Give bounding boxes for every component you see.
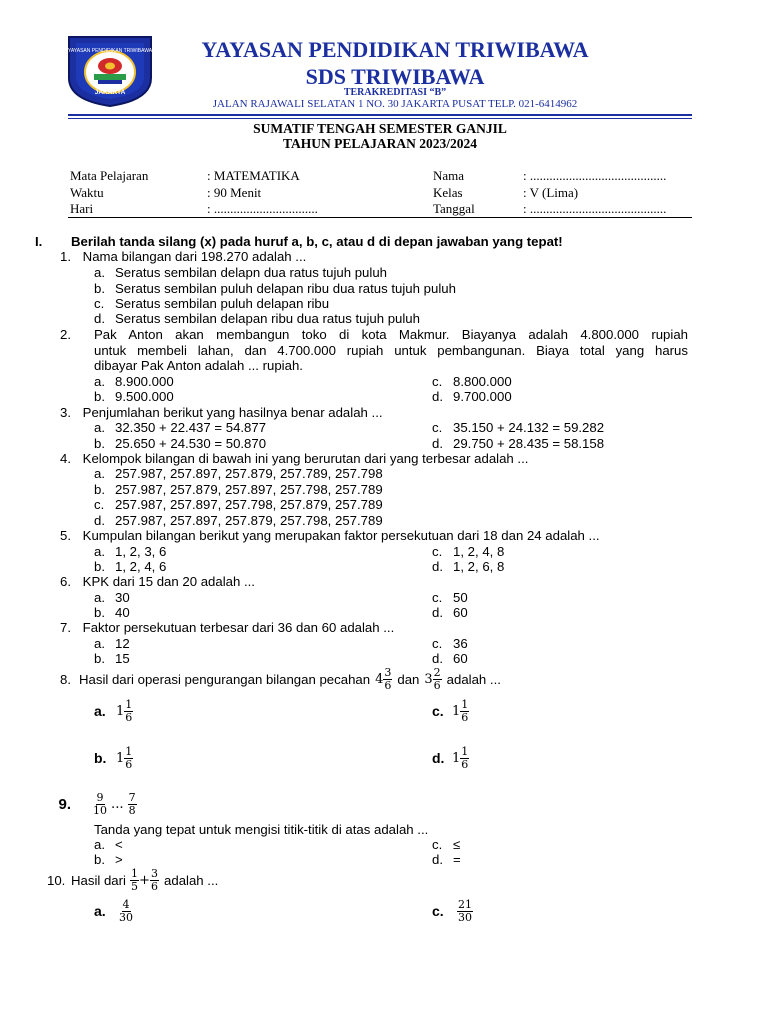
- option-letter: c.: [432, 544, 443, 559]
- option-text: 8.900.000: [115, 374, 174, 389]
- option-2d[interactable]: [432, 389, 512, 405]
- option-letter: b.: [94, 749, 107, 766]
- option-letter: a.: [94, 702, 106, 719]
- option-letter: d.: [94, 311, 105, 326]
- option-letter: c.: [432, 590, 443, 605]
- question-number: 6.: [60, 574, 71, 589]
- option-6d[interactable]: [432, 605, 468, 621]
- option-letter: d.: [432, 605, 443, 620]
- option-7c[interactable]: [432, 636, 468, 652]
- option-letter: c.: [432, 420, 443, 435]
- info-rule: [68, 217, 692, 218]
- option-9c[interactable]: [432, 837, 460, 853]
- option-6c[interactable]: [432, 590, 468, 606]
- option-8b[interactable]: [94, 746, 133, 771]
- option-letter: c.: [432, 837, 443, 852]
- fraction-denominator: 6: [433, 679, 441, 692]
- day-field[interactable]: : ................................: [207, 201, 318, 216]
- fraction-numerator: 1: [461, 698, 469, 711]
- option-8a[interactable]: [94, 699, 133, 724]
- option-text: 257.987, 257.897, 257.879, 257.798, 257.789: [115, 513, 383, 528]
- option-1c[interactable]: [94, 296, 329, 312]
- question-number: 4.: [60, 451, 71, 466]
- option-8d[interactable]: [432, 746, 469, 771]
- subject-label: Mata Pelajaran: [70, 168, 149, 183]
- option-text: 257.987, 257.897, 257.879, 257.789, 257.798: [115, 466, 383, 481]
- option-letter: b.: [94, 605, 105, 620]
- option-4b[interactable]: [94, 482, 383, 498]
- option-text: 25.650 + 24.530 = 50.870: [115, 436, 267, 451]
- question-number: 3.: [60, 405, 71, 420]
- fraction-numerator: 3: [151, 867, 159, 880]
- header-rule: [68, 114, 692, 116]
- option-text: <: [115, 837, 123, 852]
- fraction-numerator: 7: [128, 791, 136, 804]
- mixed-fraction-1: [375, 667, 392, 692]
- fraction-numerator: 2: [433, 666, 441, 679]
- fraction-denominator: 6: [461, 758, 469, 771]
- option-5d[interactable]: [432, 559, 504, 575]
- option-3c[interactable]: [432, 420, 604, 436]
- fraction-whole: 1: [116, 750, 125, 766]
- school-logo: [66, 34, 154, 108]
- fraction-whole: 4: [375, 671, 384, 687]
- option-letter: c.: [94, 296, 105, 311]
- question-text: Faktor persekutuan terbesar dari 36 dan 60 adalah ...: [82, 620, 395, 635]
- question-text: Penjumlahan berikut yang hasilnya benar adalah ...: [82, 405, 383, 420]
- fraction-denominator: 5: [130, 880, 138, 893]
- option-text: 50: [453, 590, 468, 605]
- foundation-name: YAYASAN PENDIDIKAN TRIWIBAWA: [201, 37, 589, 62]
- option-2b[interactable]: [94, 389, 174, 405]
- question-2-line2: untuk membeli lahan, dan 4.700.000 rupiah untuk pembangunan. Biaya total yang harus: [94, 343, 688, 358]
- option-3d[interactable]: [432, 436, 604, 452]
- fraction-numerator: 1: [125, 698, 133, 711]
- fraction-denominator: 10: [93, 804, 107, 817]
- option-letter: a.: [94, 902, 106, 919]
- option-text: 257.987, 257.897, 257.798, 257.879, 257.789: [115, 497, 383, 512]
- option-5b[interactable]: [94, 559, 166, 575]
- date-field[interactable]: : ..........................................: [523, 201, 667, 216]
- option-letter: a.: [94, 265, 105, 280]
- option-letter: a.: [94, 590, 105, 605]
- option-7a[interactable]: [94, 636, 130, 652]
- fraction-whole: 3: [424, 671, 433, 687]
- option-text: 1, 2, 4, 8: [453, 544, 505, 559]
- option-9d[interactable]: [432, 852, 461, 868]
- option-7b[interactable]: [94, 651, 130, 667]
- option-letter: b.: [94, 389, 105, 404]
- option-letter: d.: [432, 436, 443, 451]
- question-text-end: adalah ...: [446, 671, 501, 687]
- option-letter: d.: [432, 749, 445, 766]
- option-3a[interactable]: [94, 420, 266, 436]
- option-10a[interactable]: [94, 899, 133, 924]
- option-letter: b.: [94, 852, 105, 867]
- option-5a[interactable]: [94, 544, 166, 560]
- option-text: 1, 2, 6, 8: [453, 559, 505, 574]
- section-numeral: I.: [35, 234, 43, 249]
- fraction-denominator: 6: [125, 711, 133, 724]
- name-field[interactable]: : ..........................................: [523, 168, 667, 183]
- fraction-denominator: 6: [461, 711, 469, 724]
- question-number: 8.: [60, 671, 71, 687]
- option-text: 60: [453, 605, 468, 620]
- option-2a[interactable]: [94, 374, 174, 390]
- option-text: 15: [115, 651, 130, 666]
- option-letter: b.: [94, 651, 105, 666]
- fraction-whole: 1: [116, 703, 125, 719]
- question-text: Kumpulan bilangan berikut yang merupakan faktor persekutuan dari 18 dan 24 adalah ...: [82, 528, 600, 543]
- question-text: Hasil dari operasi pengurangan bilangan pecahan: [79, 671, 371, 687]
- fraction-numerator: 21: [458, 898, 472, 911]
- option-letter: d.: [94, 513, 105, 528]
- fraction-denominator: 6: [384, 679, 392, 692]
- question-5: [47, 528, 600, 544]
- class-value: : V (Lima): [523, 185, 579, 200]
- question-text-end: adalah ...: [164, 872, 219, 888]
- option-letter: a.: [94, 466, 105, 481]
- option-text: 29.750 + 28.435 = 58.158: [453, 436, 605, 451]
- plus-sign: +: [138, 872, 151, 888]
- question-number: 5.: [60, 528, 71, 543]
- question-9: [47, 792, 137, 817]
- option-letter: d.: [432, 559, 443, 574]
- logo-city-text: JAKARTA: [94, 89, 126, 96]
- option-letter: b.: [94, 559, 105, 574]
- question-2-line1: Pak Anton akan membangun toko di kota Makmur. Biayanya adalah 4.800.000 rupiah: [94, 327, 688, 342]
- mixed-fraction-2: [424, 667, 441, 692]
- question-3: [47, 405, 383, 421]
- option-3b[interactable]: [94, 436, 266, 452]
- option-letter: a.: [94, 374, 105, 389]
- question-6: [47, 574, 255, 590]
- option-text: 12: [115, 636, 130, 651]
- question-text: Nama bilangan dari 198.270 adalah ...: [82, 249, 307, 264]
- question-7: [47, 620, 394, 636]
- question-8: [47, 667, 501, 692]
- exam-title-line2: TAHUN PELAJARAN 2023/2024: [282, 136, 477, 151]
- class-label: Kelas: [433, 185, 463, 200]
- option-text: 60: [453, 651, 468, 666]
- fraction-denominator: 30: [119, 911, 133, 924]
- logo-arc-text: YAYASAN PENDIDIKAN TRIWIBAWA: [67, 48, 153, 54]
- option-letter: a.: [94, 837, 105, 852]
- fraction-numerator: 4: [122, 898, 130, 911]
- fraction-numerator: 1: [461, 745, 469, 758]
- date-label: Tanggal: [433, 201, 475, 216]
- question-number: 7.: [60, 620, 71, 635]
- question-number: 2.: [60, 327, 71, 342]
- option-letter: b.: [94, 281, 105, 296]
- option-letter: c.: [432, 902, 444, 919]
- option-text: 40: [115, 605, 130, 620]
- option-4a[interactable]: [94, 466, 383, 482]
- fraction-whole: 1: [452, 703, 461, 719]
- option-1a[interactable]: [94, 265, 387, 281]
- header-rule-thin: [68, 118, 692, 119]
- option-4c[interactable]: [94, 497, 383, 513]
- exam-title: [68, 121, 692, 151]
- option-letter: d.: [432, 852, 443, 867]
- option-letter: a.: [94, 636, 105, 651]
- fraction-numerator: 9: [96, 791, 104, 804]
- option-letter: c.: [432, 374, 443, 389]
- option-letter: c.: [432, 636, 443, 651]
- question-10: [47, 868, 218, 893]
- time-value: : 90 Menit: [207, 185, 262, 200]
- accreditation-label: TERAKREDITASI “B”: [343, 87, 447, 98]
- option-text: Seratus sembilan puluh delapan ribu: [115, 296, 330, 311]
- fraction-denominator: 30: [458, 911, 472, 924]
- option-1d[interactable]: [94, 311, 420, 327]
- school-address: JALAN RAJAWALI SELATAN 1 NO. 30 JAKARTA PUSAT TELP. 021-6414962: [212, 98, 578, 110]
- question-4: [47, 451, 528, 467]
- option-9a[interactable]: [94, 837, 123, 853]
- option-text: 35.150 + 24.132 = 59.282: [453, 420, 605, 435]
- option-6a[interactable]: [94, 590, 130, 606]
- comparison-dots: ...: [111, 796, 124, 812]
- question-text: Hasil dari: [71, 872, 126, 888]
- option-1b[interactable]: [94, 281, 456, 297]
- day-label: Hari: [70, 201, 94, 216]
- question-2-number: [47, 327, 71, 343]
- option-letter: b.: [94, 436, 105, 451]
- fraction-numerator: 3: [384, 666, 392, 679]
- option-text: 257.987, 257.879, 257.897, 257.798, 257.789: [115, 482, 383, 497]
- question-9-text: Tanda yang tepat untuk mengisi titik-titik di atas adalah ...: [94, 822, 429, 837]
- school-title: SDS TRIWIBAWA: [305, 63, 485, 89]
- option-text: 1, 2, 3, 6: [115, 544, 167, 559]
- time-label: Waktu: [70, 185, 104, 200]
- option-letter: b.: [94, 482, 105, 497]
- option-letter: a.: [94, 420, 105, 435]
- option-text: 30: [115, 590, 130, 605]
- fraction-denominator: 8: [128, 804, 136, 817]
- option-text: Seratus sembilan puluh delapan ribu dua ratus tujuh puluh: [115, 281, 456, 296]
- school-name: [160, 37, 630, 91]
- question-text: KPK dari 15 dan 20 adalah ...: [82, 574, 255, 589]
- fraction-numerator: 1: [125, 745, 133, 758]
- option-letter: d.: [432, 389, 443, 404]
- option-text: >: [115, 852, 123, 867]
- option-text: 36: [453, 636, 468, 651]
- option-6b[interactable]: [94, 605, 130, 621]
- option-text: 9.500.000: [115, 389, 174, 404]
- option-2c[interactable]: [432, 374, 512, 390]
- name-label: Nama: [433, 168, 465, 183]
- option-text: Seratus sembilan delapn dua ratus tujuh puluh: [115, 265, 387, 280]
- question-number: 9.: [58, 795, 71, 813]
- question-connector: dan: [397, 671, 420, 687]
- option-10c[interactable]: [432, 899, 473, 924]
- question-1: [47, 249, 306, 265]
- option-letter: a.: [94, 544, 105, 559]
- fraction-whole: 1: [452, 750, 461, 766]
- option-text: ≤: [453, 837, 461, 852]
- fraction-denominator: 6: [151, 880, 159, 893]
- option-text: =: [453, 852, 461, 867]
- subject-value: : MATEMATIKA: [207, 168, 300, 183]
- question-number: 1.: [60, 249, 71, 264]
- option-text: 9.700.000: [453, 389, 512, 404]
- option-4d[interactable]: [94, 513, 383, 529]
- option-5c[interactable]: [432, 544, 504, 560]
- option-text: 1, 2, 4, 6: [115, 559, 167, 574]
- option-text: Seratus sembilan delapan ribu dua ratus tujuh puluh: [115, 311, 420, 326]
- option-letter: c.: [94, 497, 105, 512]
- section-instruction: Berilah tanda silang (x) pada huruf a, b, c, atau d di depan jawaban yang tepat!: [71, 234, 563, 249]
- option-letter: d.: [432, 651, 443, 666]
- option-text: 8.800.000: [453, 374, 512, 389]
- option-letter: c.: [432, 702, 444, 719]
- option-7d[interactable]: [432, 651, 468, 667]
- exam-title-line1: SUMATIF TENGAH SEMESTER GANJIL: [253, 121, 507, 136]
- fraction-denominator: 6: [125, 758, 133, 771]
- question-text: Kelompok bilangan di bawah ini yang berurutan dari yang terbesar adalah ...: [82, 451, 529, 466]
- fraction-numerator: 1: [130, 867, 138, 880]
- option-8c[interactable]: [432, 699, 469, 724]
- option-9b[interactable]: [94, 852, 123, 868]
- question-2-line3: dibayar Pak Anton adalah ... rupiah.: [94, 358, 303, 373]
- question-number: 10.: [47, 872, 66, 888]
- option-text: 32.350 + 22.437 = 54.877: [115, 420, 267, 435]
